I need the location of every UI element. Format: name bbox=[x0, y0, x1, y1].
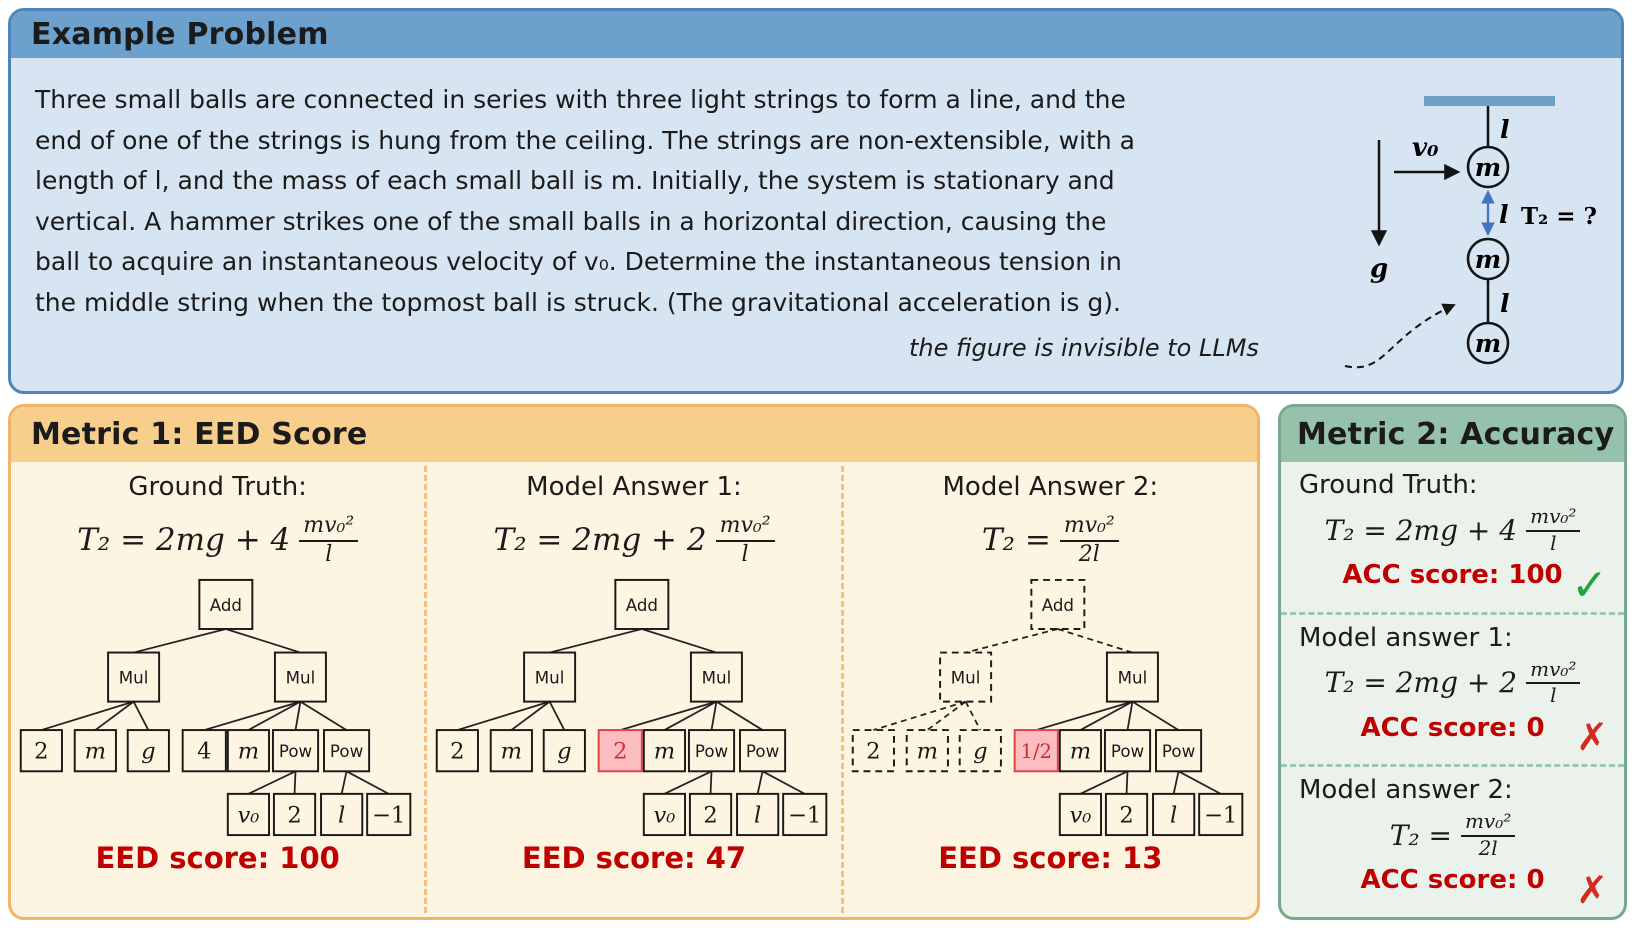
svg-text:4: 4 bbox=[196, 738, 212, 765]
model-answer-1-expression-tree bbox=[428, 576, 840, 839]
formula-fraction bbox=[1526, 505, 1580, 555]
tree-edge bbox=[716, 702, 762, 730]
tree-node-c2 bbox=[74, 730, 115, 771]
tree-node-c2 bbox=[907, 730, 948, 771]
svg-text:l: l bbox=[754, 802, 762, 829]
svg-text:2: 2 bbox=[33, 738, 49, 765]
svg-text:2: 2 bbox=[287, 802, 302, 829]
fraction-denominator: 2l bbox=[1478, 835, 1498, 860]
tree-node-b2 bbox=[1106, 794, 1147, 835]
tree-edge bbox=[711, 771, 712, 794]
svg-text:v₀: v₀ bbox=[237, 802, 259, 829]
tree-node-c5 bbox=[644, 730, 685, 771]
ground-truth-formula bbox=[77, 504, 358, 576]
fraction-numerator: mv₀² bbox=[1060, 513, 1119, 542]
tree-node-c5 bbox=[1060, 730, 1101, 771]
tree-edge bbox=[457, 702, 549, 730]
section-label: Ground Truth: bbox=[1299, 470, 1478, 500]
tree-edge bbox=[874, 702, 966, 730]
svg-text:Mul: Mul bbox=[1117, 668, 1148, 688]
svg-text:g: g bbox=[557, 738, 572, 765]
svg-text:2: 2 bbox=[703, 802, 718, 829]
tree-node-mulL bbox=[940, 653, 991, 702]
tree-node-mulR bbox=[275, 653, 326, 702]
eed-score: EED score: 13 bbox=[938, 841, 1163, 875]
svg-text:v₀: v₀ bbox=[1069, 802, 1092, 829]
tree-edge bbox=[664, 702, 716, 730]
v0-label: v₀ bbox=[1412, 133, 1439, 163]
tree-edge bbox=[248, 771, 295, 794]
tree-node-c7 bbox=[740, 730, 785, 771]
tree-node-mulL bbox=[108, 653, 159, 702]
problem-line: ball to acquire an instantaneous velocity of v₀. Determine the instantaneous tension in bbox=[35, 247, 1122, 276]
svg-text:Pow: Pow bbox=[1111, 742, 1145, 762]
svg-text:Add: Add bbox=[1042, 595, 1075, 615]
formula-fraction bbox=[1060, 513, 1119, 568]
tree-node-c1 bbox=[853, 730, 894, 771]
tree-node-c5 bbox=[227, 730, 268, 771]
svg-text:−1: −1 bbox=[1204, 802, 1238, 829]
svg-text:2: 2 bbox=[1119, 802, 1135, 829]
fraction-denominator: l bbox=[325, 541, 333, 567]
tree-node-c3 bbox=[127, 730, 168, 771]
tree-node-root bbox=[615, 580, 668, 629]
tree-edge bbox=[133, 629, 225, 653]
tree-node-mulR bbox=[1107, 653, 1158, 702]
eed-score: EED score: 100 bbox=[95, 841, 340, 875]
model-answer-2-column bbox=[844, 462, 1257, 917]
tree-node-c1 bbox=[20, 730, 61, 771]
model-answer-2-formula bbox=[982, 504, 1119, 576]
formula-lhs: T₂ = 2mg + 2 bbox=[493, 522, 707, 558]
cross-mark-icon: ✗ bbox=[1576, 715, 1608, 760]
fraction-numerator: mv₀² bbox=[299, 513, 358, 542]
svg-text:g: g bbox=[973, 738, 988, 765]
tree-node-c6 bbox=[1105, 730, 1150, 771]
metric2-header bbox=[1281, 407, 1624, 462]
tree-edge bbox=[1127, 771, 1128, 794]
cross-mark-icon: ✗ bbox=[1576, 868, 1608, 913]
tree-edge bbox=[664, 771, 711, 794]
tree-node-c6 bbox=[689, 730, 734, 771]
column-header: Model Answer 2: bbox=[942, 472, 1159, 502]
metric1-header bbox=[11, 407, 1257, 462]
svg-text:m: m bbox=[237, 738, 259, 765]
formula-lhs: T₂ = bbox=[1389, 818, 1452, 852]
tree-node-mulL bbox=[524, 653, 575, 702]
tree-edge bbox=[341, 771, 346, 794]
tree-node-b4 bbox=[783, 794, 826, 835]
acc-score: ACC score: 0 bbox=[1360, 712, 1545, 743]
tree-edge bbox=[1037, 702, 1133, 730]
eed-score: EED score: 47 bbox=[521, 841, 747, 875]
ground-truth-column bbox=[11, 462, 424, 917]
tree-node-c4 bbox=[599, 730, 642, 771]
length-label-bottom: l bbox=[1500, 289, 1510, 318]
acc-model-answer-1-section bbox=[1281, 612, 1624, 765]
tree-edge bbox=[712, 702, 717, 730]
tree-edge bbox=[620, 702, 716, 730]
fraction-numerator: mv₀² bbox=[716, 513, 775, 542]
tree-node-b3 bbox=[1153, 794, 1194, 835]
formula-lhs: T₂ = 2mg + 2 bbox=[1324, 666, 1518, 700]
tree-node-c3 bbox=[960, 730, 1001, 771]
tension-label: T₂ = ? bbox=[1521, 203, 1597, 230]
tree-node-c6 bbox=[273, 730, 318, 771]
svg-text:2: 2 bbox=[613, 738, 628, 765]
tree-edge bbox=[642, 629, 717, 653]
acc-score: ACC score: 0 bbox=[1360, 865, 1545, 896]
metric1-body bbox=[11, 462, 1257, 917]
metric1-panel bbox=[8, 404, 1260, 920]
tree-edge bbox=[550, 629, 642, 653]
tree-node-b4 bbox=[1199, 794, 1242, 835]
check-mark-icon: ✓ bbox=[1571, 559, 1608, 611]
fraction-denominator: l bbox=[1550, 683, 1557, 708]
ceiling-bar bbox=[1424, 96, 1555, 106]
tree-edge bbox=[1081, 702, 1133, 730]
acc-score: ACC score: 100 bbox=[1342, 560, 1563, 590]
svg-text:v₀: v₀ bbox=[653, 802, 676, 829]
svg-text:Pow: Pow bbox=[694, 742, 729, 762]
metric1-title: Metric 1: EED Score bbox=[31, 417, 368, 452]
tree-node-mulR bbox=[691, 653, 742, 702]
mass-label-1: m bbox=[1474, 153, 1502, 182]
tree-edge bbox=[763, 771, 805, 794]
tree-node-b4 bbox=[367, 794, 410, 835]
svg-text:m: m bbox=[1070, 738, 1092, 765]
fraction-denominator: 2l bbox=[1078, 541, 1100, 567]
ground-truth-expression-tree bbox=[12, 576, 424, 839]
svg-text:g: g bbox=[140, 738, 156, 765]
example-problem-body bbox=[11, 58, 1621, 391]
problem-line: vertical. A hammer strikes one of the small balls in a horizontal direction, causing the bbox=[35, 206, 1107, 236]
tree-edge bbox=[1081, 771, 1128, 794]
tree-node-b1 bbox=[1060, 794, 1101, 835]
tree-edge bbox=[1128, 702, 1133, 730]
tree-edge bbox=[346, 771, 388, 794]
svg-text:Mul: Mul bbox=[534, 668, 565, 688]
svg-text:m: m bbox=[916, 738, 939, 765]
tree-edge bbox=[550, 702, 565, 730]
example-problem-header bbox=[11, 11, 1621, 58]
svg-text:Mul: Mul bbox=[285, 668, 315, 688]
problem-line: length of l, and the mass of each small ball is m. Initially, the system is stationary and bbox=[35, 166, 1115, 195]
acc-model-answer-2-section bbox=[1281, 764, 1624, 917]
formula-fraction bbox=[716, 513, 775, 568]
tree-edge bbox=[300, 702, 346, 730]
tree-node-b3 bbox=[737, 794, 778, 835]
length-label-middle: l bbox=[1499, 200, 1509, 229]
svg-text:2: 2 bbox=[450, 738, 465, 765]
metric2-title: Metric 2: Accuracy bbox=[1297, 417, 1615, 452]
example-problem-panel bbox=[8, 8, 1624, 394]
svg-text:Mul: Mul bbox=[701, 668, 732, 688]
fraction-numerator: mv₀² bbox=[1526, 658, 1580, 685]
tree-edge bbox=[41, 702, 133, 730]
formula-fraction bbox=[299, 513, 358, 568]
tree-edge bbox=[1058, 629, 1133, 653]
figure-note: the figure is invisible to LLMs bbox=[909, 334, 1259, 362]
mass-label-2: m bbox=[1474, 245, 1502, 274]
tree-node-c3 bbox=[544, 730, 585, 771]
g-label: g bbox=[1370, 254, 1389, 284]
section-label: Model answer 1: bbox=[1299, 622, 1513, 653]
tree-edge bbox=[295, 702, 300, 730]
svg-text:Add: Add bbox=[209, 595, 242, 615]
tree-edge bbox=[1174, 771, 1179, 794]
metric2-panel bbox=[1278, 404, 1627, 920]
tree-node-b3 bbox=[321, 794, 362, 835]
tree-edge bbox=[226, 629, 301, 653]
svg-text:m: m bbox=[500, 738, 523, 765]
tree-node-c7 bbox=[1156, 730, 1201, 771]
tree-node-c2 bbox=[491, 730, 532, 771]
length-label-top: l bbox=[1500, 115, 1510, 144]
column-header: Ground Truth: bbox=[128, 472, 307, 502]
svg-text:−1: −1 bbox=[788, 802, 822, 829]
svg-text:1/2: 1/2 bbox=[1020, 740, 1053, 764]
tree-edge bbox=[1179, 771, 1221, 794]
problem-line: the middle string when the topmost ball is struck. (The gravitational acceleration is g). bbox=[35, 287, 1121, 317]
problem-line: end of one of the strings is hung from the ceiling. The strings are non-extensible, with a bbox=[35, 125, 1135, 155]
column-header: Model Answer 1: bbox=[526, 472, 742, 502]
svg-text:Pow: Pow bbox=[1162, 742, 1196, 762]
acc-ground-truth-section bbox=[1281, 462, 1624, 612]
tree-edge bbox=[294, 771, 295, 794]
tree-node-root bbox=[199, 580, 252, 629]
svg-text:Mul: Mul bbox=[118, 668, 149, 688]
fraction-denominator: l bbox=[1550, 530, 1557, 555]
tree-node-c4 bbox=[1015, 730, 1058, 771]
problem-line: Three small balls are connected in series with three light strings to form a line, and the bbox=[35, 85, 1126, 114]
figure-pointer-arrow bbox=[1345, 305, 1454, 367]
formula-lhs: T₂ = 2mg + 4 bbox=[1324, 513, 1518, 547]
svg-text:l: l bbox=[337, 802, 345, 829]
tree-node-b1 bbox=[227, 794, 268, 835]
svg-text:Add: Add bbox=[625, 595, 658, 615]
tree-node-b2 bbox=[274, 794, 315, 835]
tree-node-c7 bbox=[324, 730, 369, 771]
formula-lhs: T₂ = 2mg + 4 bbox=[77, 522, 291, 558]
svg-text:2: 2 bbox=[866, 738, 881, 765]
tree-node-b2 bbox=[690, 794, 731, 835]
tree-edge bbox=[511, 702, 549, 730]
acc-ground-truth-formula bbox=[1291, 500, 1614, 560]
formula-fraction bbox=[1526, 658, 1580, 708]
fraction-numerator: mv₀² bbox=[1526, 505, 1580, 532]
fraction-numerator: mv₀² bbox=[1461, 810, 1515, 837]
acc-model-answer-1-formula bbox=[1291, 653, 1614, 713]
svg-text:m: m bbox=[84, 738, 106, 765]
formula-fraction bbox=[1461, 810, 1515, 860]
tree-edge bbox=[204, 702, 300, 730]
svg-text:l: l bbox=[1170, 802, 1178, 829]
tree-node-b1 bbox=[644, 794, 685, 835]
formula-lhs: T₂ = bbox=[981, 522, 1051, 558]
tree-edge bbox=[248, 702, 300, 730]
tree-edge bbox=[966, 702, 981, 730]
tree-edge bbox=[928, 702, 966, 730]
mass-label-3: m bbox=[1474, 329, 1502, 358]
acc-model-answer-2-formula bbox=[1291, 805, 1614, 865]
tree-edge bbox=[966, 629, 1058, 653]
tree-node-c1 bbox=[437, 730, 478, 771]
svg-text:m: m bbox=[653, 738, 676, 765]
tree-edge bbox=[1133, 702, 1179, 730]
tree-edge bbox=[758, 771, 763, 794]
physics-figure bbox=[1290, 74, 1624, 384]
metric2-body bbox=[1281, 462, 1624, 917]
svg-text:Pow: Pow bbox=[745, 742, 780, 762]
model-answer-1-formula bbox=[493, 504, 774, 576]
tree-edge bbox=[133, 702, 148, 730]
svg-text:−1: −1 bbox=[371, 802, 406, 829]
svg-text:Mul: Mul bbox=[951, 668, 981, 688]
example-problem-title: Example Problem bbox=[31, 17, 329, 52]
model-answer-2-expression-tree bbox=[844, 576, 1256, 839]
model-answer-1-column bbox=[427, 462, 840, 917]
fraction-denominator: l bbox=[741, 541, 749, 567]
tree-node-root bbox=[1032, 580, 1085, 629]
tree-edge bbox=[95, 702, 133, 730]
svg-text:Pow: Pow bbox=[278, 742, 312, 762]
tree-node-c4 bbox=[182, 730, 225, 771]
section-label: Model answer 2: bbox=[1299, 775, 1513, 806]
svg-text:Pow: Pow bbox=[329, 742, 363, 762]
